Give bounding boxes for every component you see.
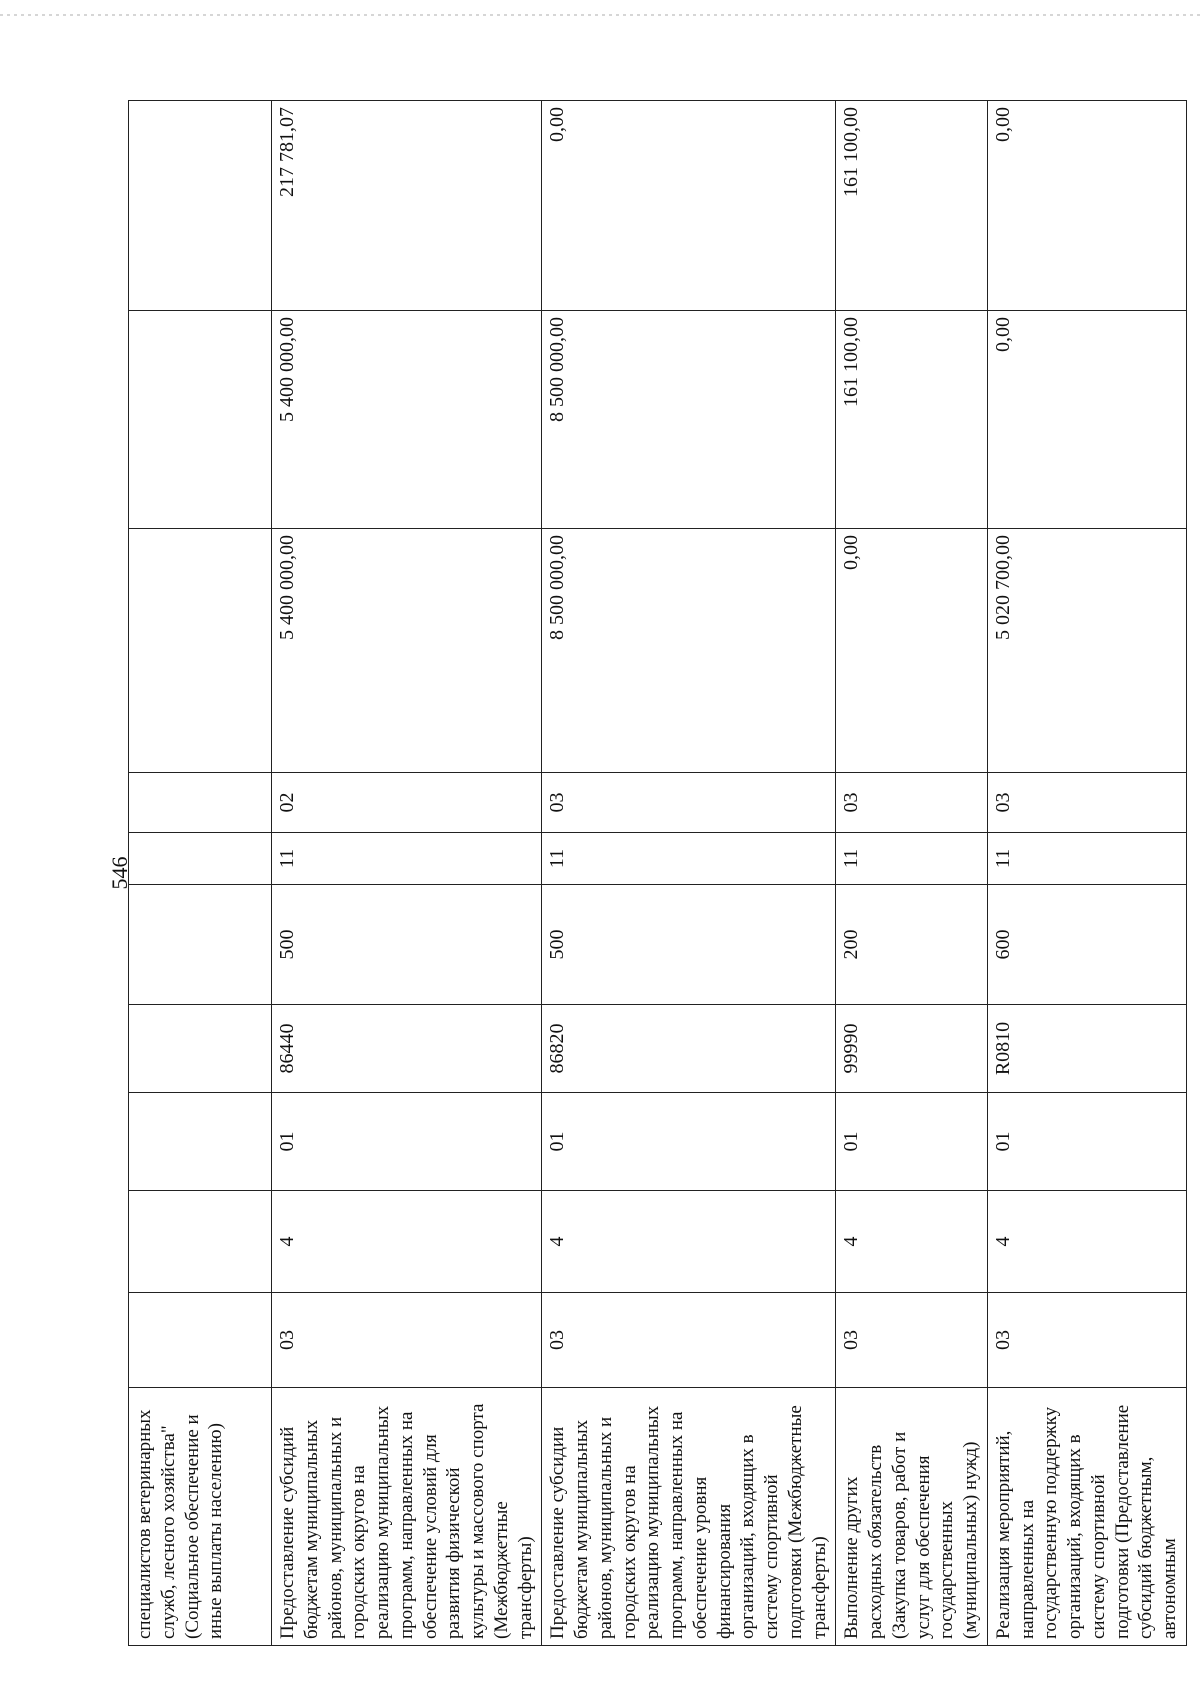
code-cell: 4 <box>987 1190 1186 1292</box>
amount-cell: 0,00 <box>987 310 1186 528</box>
code-cell: 01 <box>541 1092 835 1190</box>
table-row <box>987 100 1186 1645</box>
table-row <box>835 100 987 1645</box>
code-cell: 500 <box>541 884 835 1004</box>
row-description: Выполнение других расходных обязательств (Закупка товаров, работ и услуг для обеспечения государственных (муниципальных) нужд) <box>835 1387 987 1645</box>
code-cell: 02 <box>271 772 541 832</box>
amount-cell <box>128 310 271 528</box>
code-cell: 99990 <box>835 1004 987 1092</box>
code-cell: 86440 <box>271 1004 541 1092</box>
row-description: Предоставление субсидии бюджетам муниципальных районов, муниципальных и городских округов на реализацию муниципальных программ, направленных на обеспечение уровня финансирования организаций, входящих в систему спортивной подготовки (Межбюджетные трансферты) <box>541 1387 835 1645</box>
code-cell: 03 <box>987 772 1186 832</box>
amount-cell: 0,00 <box>835 528 987 772</box>
table-row <box>128 100 271 1645</box>
code-cell: 4 <box>541 1190 835 1292</box>
code-cell: 01 <box>271 1092 541 1190</box>
amount-cell: 5 400 000,00 <box>271 528 541 772</box>
code-cell <box>128 1292 271 1387</box>
code-cell: 600 <box>987 884 1186 1004</box>
code-cell: 86820 <box>541 1004 835 1092</box>
code-cell: 11 <box>541 832 835 884</box>
code-cell <box>128 772 271 832</box>
amount-cell: 0,00 <box>987 100 1186 310</box>
row-description: Предоставление субсидий бюджетам муниципальных районов, муниципальных и городских округов на реализацию муниципальных программ, направленных на обеспечение условий для развития физической культуры и массового спорта (Межбюджетные трансферты) <box>271 1387 541 1645</box>
code-cell: 03 <box>835 1292 987 1387</box>
code-cell: 11 <box>271 832 541 884</box>
code-cell <box>128 832 271 884</box>
row-description: специалистов ветеринарных служб, лесного хозяйства" (Социальное обеспечение и иные выплаты населению) <box>128 1387 271 1645</box>
budget-table <box>128 100 1187 1646</box>
amount-cell: 217 781,07 <box>271 100 541 310</box>
amount-cell <box>128 100 271 310</box>
code-cell: 03 <box>541 1292 835 1387</box>
amount-cell: 8 500 000,00 <box>541 528 835 772</box>
code-cell: 500 <box>271 884 541 1004</box>
amount-cell: 5 400 000,00 <box>271 310 541 528</box>
code-cell: R0810 <box>987 1004 1186 1092</box>
amount-cell: 5 020 700,00 <box>987 528 1186 772</box>
code-cell: 4 <box>835 1190 987 1292</box>
code-cell: 11 <box>987 832 1186 884</box>
table-row <box>541 100 835 1645</box>
row-description: Реализация мероприятий, направленных на государственную поддержку организаций, входящих в систему спортивной подготовки (Предоставление субсидий бюджетным, автономным <box>987 1387 1186 1645</box>
code-cell: 200 <box>835 884 987 1004</box>
table-row <box>271 100 541 1645</box>
amount-cell: 161 100,00 <box>835 100 987 310</box>
code-cell: 03 <box>987 1292 1186 1387</box>
code-cell: 01 <box>835 1092 987 1190</box>
code-cell: 03 <box>541 772 835 832</box>
table-body <box>128 100 1186 1645</box>
code-cell <box>128 1092 271 1190</box>
page-number: 546 <box>107 856 132 890</box>
code-cell <box>128 1004 271 1092</box>
code-cell <box>128 1190 271 1292</box>
amount-cell <box>128 528 271 772</box>
code-cell <box>128 884 271 1004</box>
table-wrapper <box>128 101 1180 1646</box>
code-cell: 03 <box>835 772 987 832</box>
code-cell: 4 <box>271 1190 541 1292</box>
scan-edge <box>0 14 1200 16</box>
code-cell: 11 <box>835 832 987 884</box>
amount-cell: 8 500 000,00 <box>541 310 835 528</box>
code-cell: 01 <box>987 1092 1186 1190</box>
code-cell: 03 <box>271 1292 541 1387</box>
amount-cell: 0,00 <box>541 100 835 310</box>
amount-cell: 161 100,00 <box>835 310 987 528</box>
